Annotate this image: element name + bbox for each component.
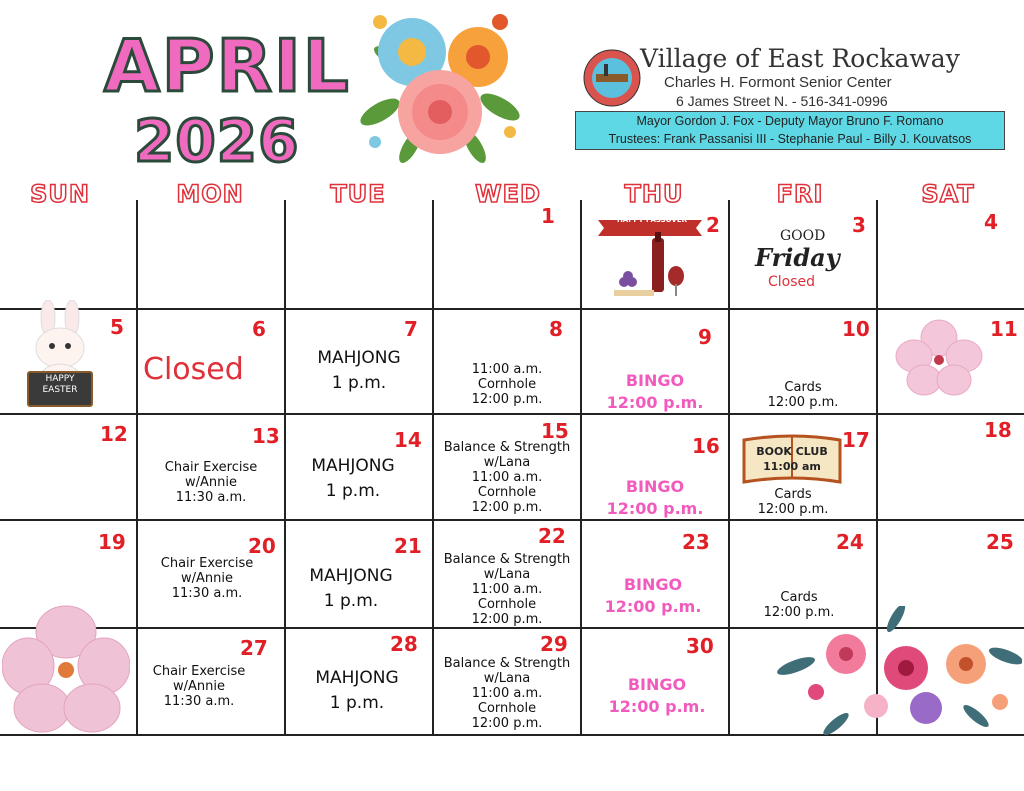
event-title: MAHJONG bbox=[309, 566, 393, 586]
event-time: 12:00 p.m. bbox=[604, 597, 702, 616]
pink-flower-illustration bbox=[892, 318, 986, 400]
day-number-4: 4 bbox=[984, 210, 998, 234]
event-title: Chair Exercise bbox=[164, 460, 258, 475]
day-number-13: 13 bbox=[252, 424, 280, 448]
organization-name: Village of East Rockaway bbox=[640, 44, 960, 73]
floral-arrangement-illustration bbox=[776, 606, 1022, 742]
day-number-1: 1 bbox=[541, 204, 555, 228]
event-time: 12:00 p.m. bbox=[606, 393, 704, 412]
event-time: 12:00 p.m. bbox=[757, 502, 829, 517]
book-club-title: BOOK CLUB bbox=[756, 445, 828, 458]
day-number-30: 30 bbox=[686, 634, 714, 658]
event-time: 1 p.m. bbox=[331, 373, 387, 393]
flower-bouquet-illustration bbox=[350, 2, 530, 172]
event-title: BINGO bbox=[625, 477, 685, 496]
officials-banner bbox=[575, 111, 1005, 150]
weekday-header-mon: MON bbox=[176, 180, 244, 208]
event-title: Cornhole bbox=[477, 485, 537, 500]
good-friday-script: Friday bbox=[755, 243, 840, 272]
senior-center-name: Charles H. Formont Senior Center bbox=[664, 74, 892, 91]
event-mahjong bbox=[278, 564, 424, 614]
event-time: 1 p.m. bbox=[329, 693, 385, 713]
day-number-7: 7 bbox=[404, 317, 418, 341]
day-number-3: 3 bbox=[852, 213, 866, 237]
event-balance-strength bbox=[434, 440, 580, 515]
day-number-25: 25 bbox=[986, 530, 1014, 554]
event-instructor: w/Lana bbox=[483, 455, 531, 470]
event-time: 11:00 a.m. bbox=[471, 362, 543, 377]
grid-divider bbox=[0, 308, 1024, 310]
event-time: 12:00 p.m. bbox=[767, 395, 839, 410]
calendar-year-title: 2026 bbox=[134, 107, 300, 175]
event-bingo bbox=[584, 674, 730, 718]
event-time: 1 p.m. bbox=[323, 591, 379, 611]
weekday-header-thu: THU bbox=[624, 180, 684, 208]
weekday-header-wed: WED bbox=[475, 180, 541, 208]
event-time: 12:00 p.m. bbox=[471, 392, 543, 407]
event-title: Balance & Strength bbox=[443, 656, 571, 671]
grid-divider bbox=[0, 413, 1024, 415]
officials-line-trustees: Trustees: Frank Passanisi III - Stephanie Paul - Billy J. Kouvatsos bbox=[608, 132, 972, 146]
event-time: 12:00 p.m. bbox=[471, 612, 543, 627]
event-instructor: w/Lana bbox=[483, 567, 531, 582]
event-bingo bbox=[582, 476, 728, 520]
event-time: 12:00 p.m. bbox=[471, 500, 543, 515]
event-time: 11:00 a.m. bbox=[471, 470, 543, 485]
easter-sign-text: HAPPY EASTER bbox=[42, 374, 78, 395]
event-chair-exercise bbox=[126, 664, 272, 709]
book-club-time: 11:00 am bbox=[763, 460, 821, 473]
event-cards bbox=[730, 380, 876, 410]
weekday-header-fri: FRI bbox=[776, 180, 824, 208]
event-time: 12:00 p.m. bbox=[606, 499, 704, 518]
event-cornhole bbox=[434, 362, 580, 407]
good-friday-label: GOOD bbox=[780, 228, 826, 244]
day-number-9: 9 bbox=[698, 325, 712, 349]
day-number-18: 18 bbox=[984, 418, 1012, 442]
event-time: 11:00 a.m. bbox=[471, 582, 543, 597]
event-title: MAHJONG bbox=[311, 456, 395, 476]
calendar-month-title: APRIL bbox=[104, 24, 351, 108]
senior-center-address: 6 James Street N. - 516-341-0996 bbox=[676, 93, 888, 109]
day-number-27: 27 bbox=[240, 636, 268, 660]
event-title: Cornhole bbox=[477, 597, 537, 612]
event-time: 1 p.m. bbox=[325, 481, 381, 501]
day-number-16: 16 bbox=[692, 434, 720, 458]
grid-divider bbox=[728, 200, 730, 736]
event-mahjong bbox=[280, 454, 426, 504]
event-chair-exercise bbox=[138, 460, 284, 505]
weekday-header-sun: SUN bbox=[30, 180, 90, 208]
village-seal-logo bbox=[582, 48, 642, 108]
event-title: Chair Exercise bbox=[160, 556, 254, 571]
weekday-header-sat: SAT bbox=[921, 180, 975, 208]
day-number-20: 20 bbox=[248, 534, 276, 558]
event-title: BINGO bbox=[627, 675, 687, 694]
weekday-header-tue: TUE bbox=[330, 180, 386, 208]
event-cards bbox=[720, 487, 866, 517]
event-time: 11:30 a.m. bbox=[171, 586, 243, 601]
day-number-5: 5 bbox=[110, 315, 124, 339]
pink-flower-illustration bbox=[2, 604, 130, 736]
closed-label: Closed bbox=[143, 352, 244, 387]
day-number-24: 24 bbox=[836, 530, 864, 554]
event-title: Cornhole bbox=[477, 701, 537, 716]
event-mahjong bbox=[284, 666, 430, 716]
officials-line-mayor: Mayor Gordon J. Fox - Deputy Mayor Bruno F. Romano bbox=[636, 114, 944, 128]
event-bingo bbox=[580, 574, 726, 618]
event-title: BINGO bbox=[625, 371, 685, 390]
day-number-15: 15 bbox=[541, 419, 569, 443]
day-number-11: 11 bbox=[990, 317, 1018, 341]
event-title: Cards bbox=[784, 380, 822, 395]
day-number-21: 21 bbox=[394, 534, 422, 558]
event-title: Cards bbox=[774, 487, 812, 502]
event-time: 12:00 p.m. bbox=[471, 716, 543, 731]
event-instructor: w/Annie bbox=[181, 571, 233, 586]
event-title: MAHJONG bbox=[317, 348, 401, 368]
event-chair-exercise bbox=[134, 556, 280, 601]
event-instructor: w/Annie bbox=[173, 679, 225, 694]
event-time: 11:30 a.m. bbox=[163, 694, 235, 709]
event-instructor: w/Lana bbox=[483, 671, 531, 686]
grid-divider bbox=[0, 519, 1024, 521]
event-title: Cards bbox=[780, 590, 818, 605]
event-time: 12:00 p.m. bbox=[608, 697, 706, 716]
event-title: MAHJONG bbox=[315, 668, 399, 688]
day-number-14: 14 bbox=[394, 428, 422, 452]
event-instructor: w/Annie bbox=[185, 475, 237, 490]
day-number-8: 8 bbox=[549, 317, 563, 341]
event-mahjong bbox=[286, 346, 432, 396]
event-title: Balance & Strength bbox=[443, 440, 571, 455]
day-number-10: 10 bbox=[842, 317, 870, 341]
event-time: 12:00 p.m. bbox=[763, 605, 835, 620]
event-title: Cornhole bbox=[477, 377, 537, 392]
day-number-19: 19 bbox=[98, 530, 126, 554]
event-bingo bbox=[582, 370, 728, 414]
passover-banner-text: HAPPY PASSOVER bbox=[616, 216, 688, 224]
day-number-6: 6 bbox=[252, 317, 266, 341]
event-title: BINGO bbox=[623, 575, 683, 594]
day-number-2: 2 bbox=[706, 213, 720, 237]
event-time: 11:00 a.m. bbox=[471, 686, 543, 701]
event-balance-strength bbox=[434, 552, 580, 627]
event-balance-strength bbox=[434, 656, 580, 731]
closed-label: Closed bbox=[768, 274, 816, 290]
book-club-label bbox=[748, 444, 836, 474]
day-number-17: 17 bbox=[842, 428, 870, 452]
day-number-23: 23 bbox=[682, 530, 710, 554]
grid-divider bbox=[580, 200, 582, 736]
day-number-28: 28 bbox=[390, 632, 418, 656]
event-title: Chair Exercise bbox=[152, 664, 246, 679]
day-number-12: 12 bbox=[100, 422, 128, 446]
day-number-29: 29 bbox=[540, 632, 568, 656]
day-number-22: 22 bbox=[538, 524, 566, 548]
event-time: 11:30 a.m. bbox=[175, 490, 247, 505]
event-title: Balance & Strength bbox=[443, 552, 571, 567]
